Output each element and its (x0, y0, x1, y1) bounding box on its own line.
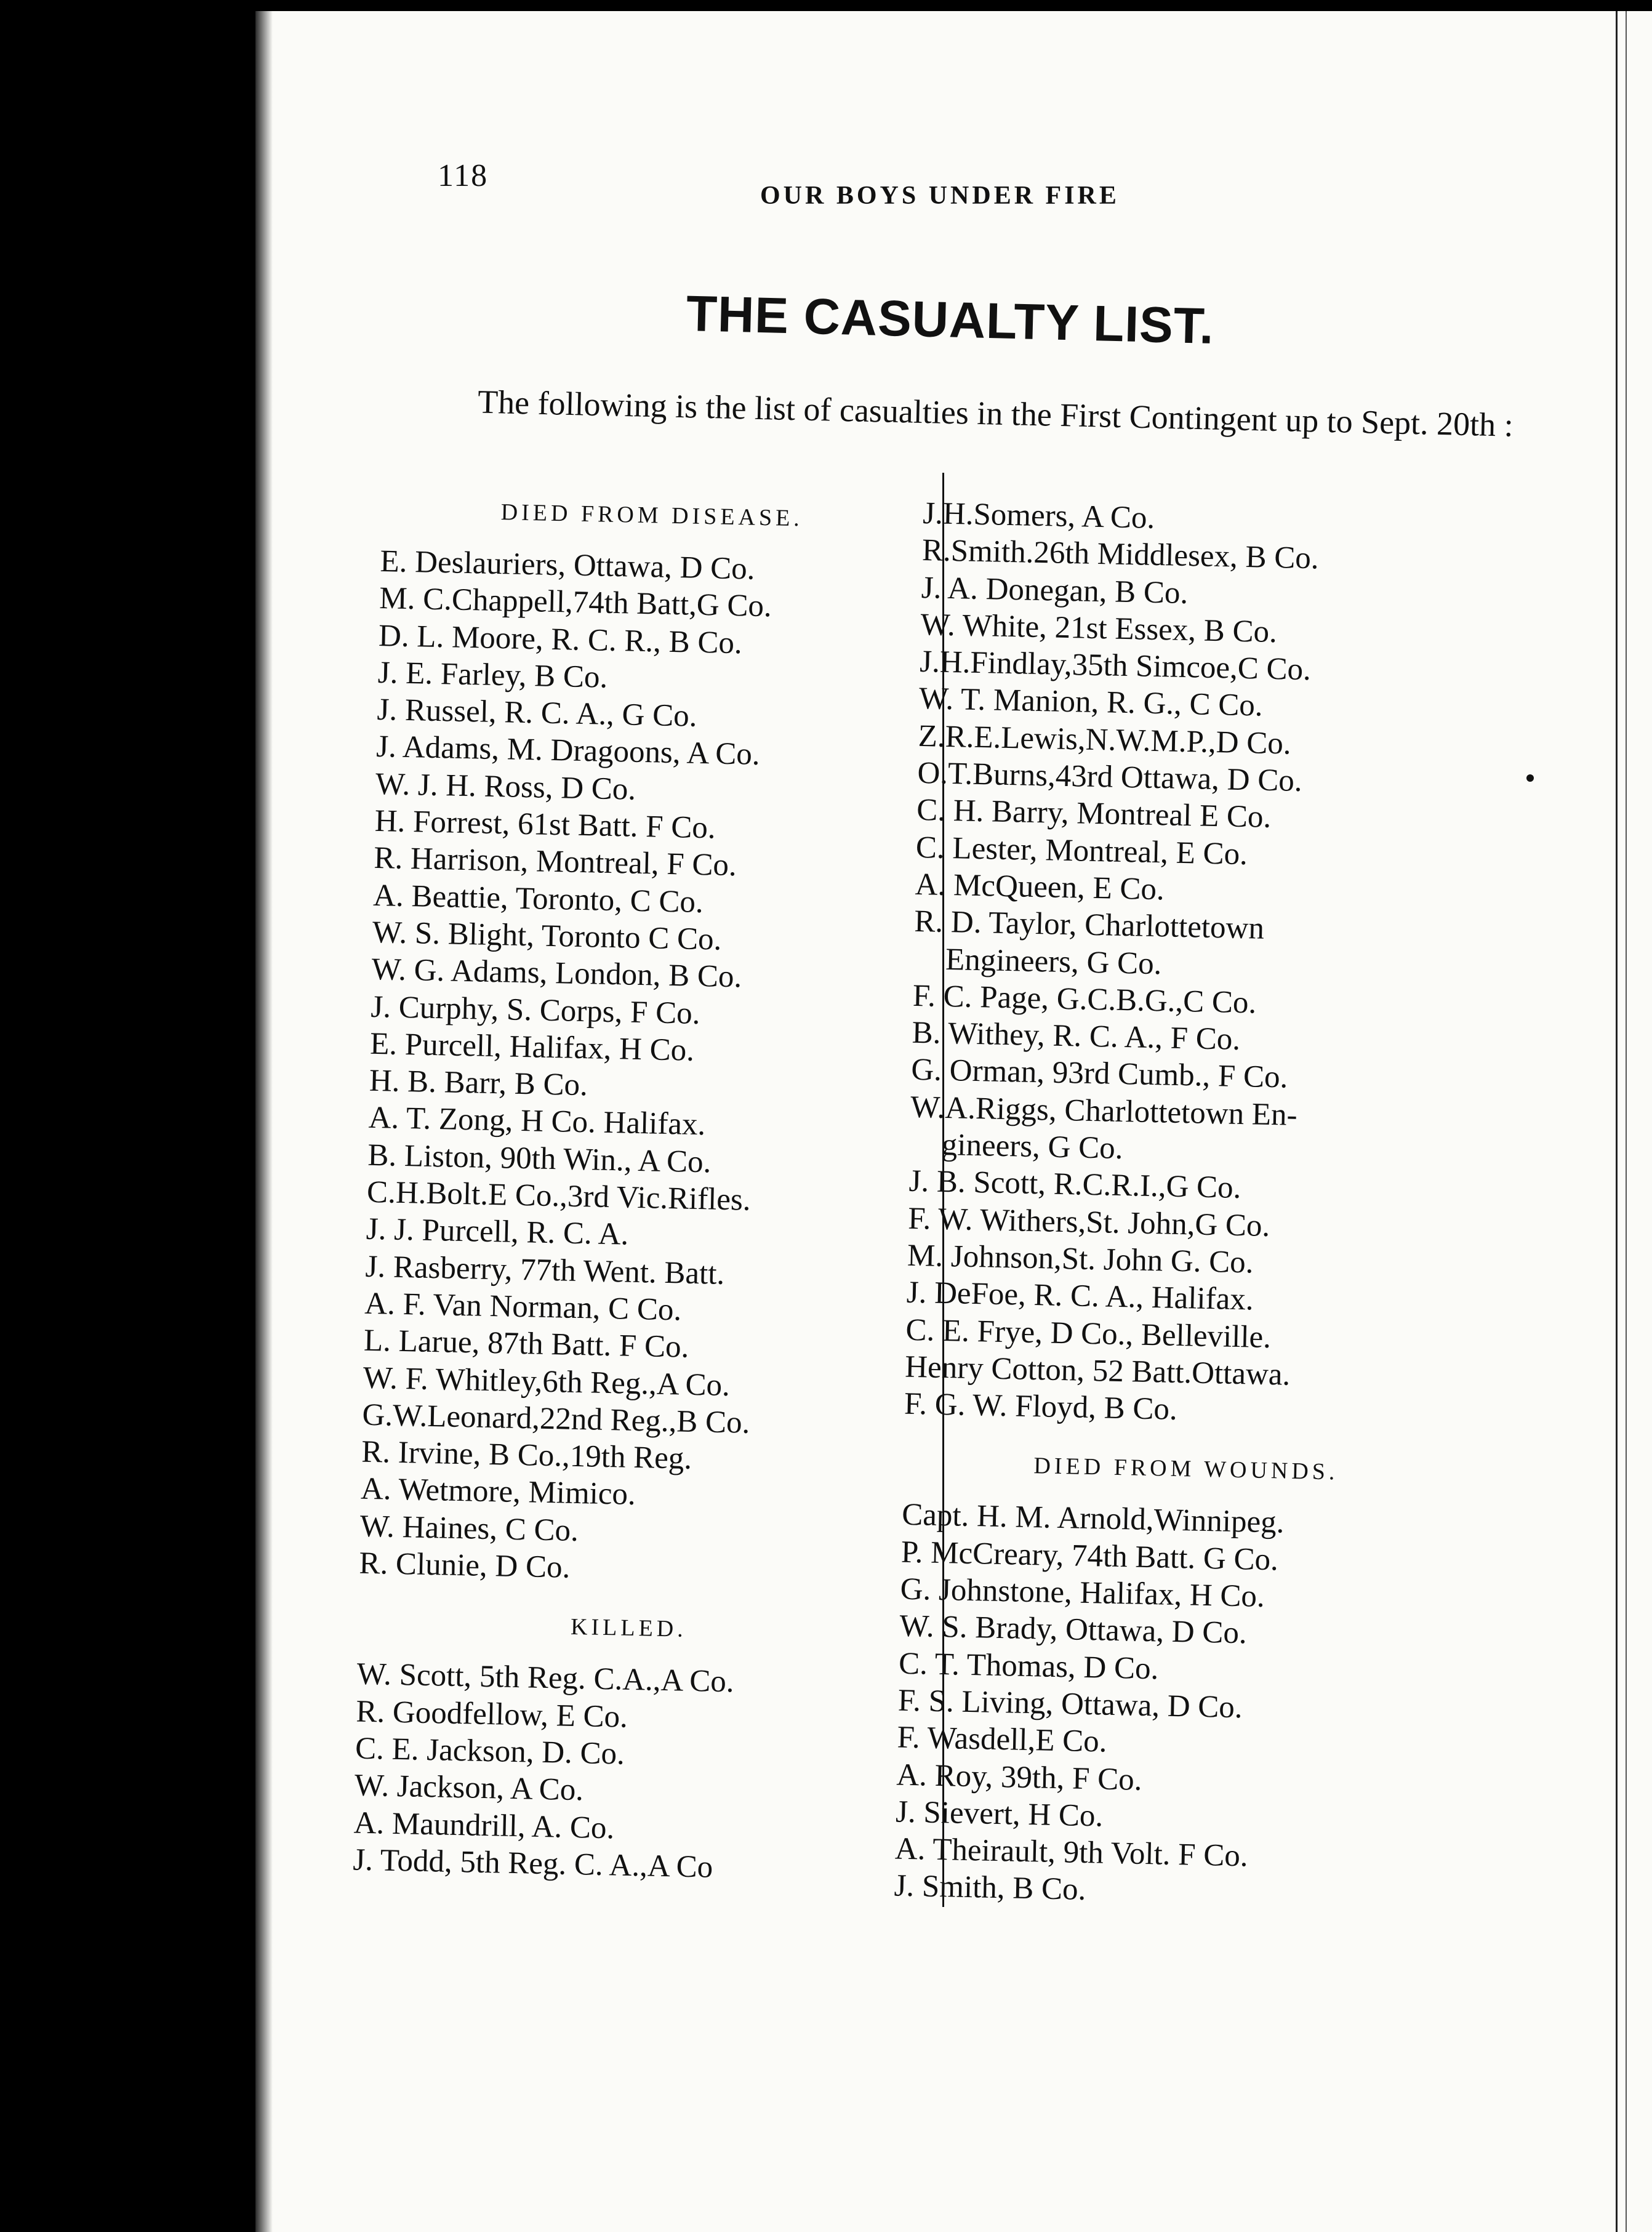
casualty-entry: A. Beattie, Toronto, C Co. (372, 878, 704, 920)
casualty-entry: F. Wasdell,E Co. (897, 1720, 1108, 1759)
casualty-entry: J. A. Donegan, B Co. (921, 570, 1189, 611)
page-number: 118 (438, 158, 489, 193)
scan-border (0, 0, 255, 2232)
casualty-entry: R.Smith.26th Middlesex, B Co. (921, 533, 1320, 576)
casualty-entry: A. Maundrill, A. Co. (353, 1805, 615, 1845)
casualty-entry: R. Irvine, B Co.,19th Reg. (361, 1434, 692, 1477)
casualty-entry: F. W. Withers,St. John,G Co. (907, 1201, 1270, 1243)
casualty-entry: H. B. Barr, B Co. (369, 1063, 588, 1103)
casualty-entry: J.H.Findlay,35th Simcoe,C Co. (919, 644, 1312, 688)
casualty-entry: C. H. Barry, Montreal E Co. (916, 793, 1272, 835)
section-heading: DIED FROM DISEASE. (500, 499, 804, 532)
casualty-entry: E. Purcell, Halifax, H Co. (369, 1026, 695, 1068)
casualty-entry: J. J. Purcell, R. C. A. (366, 1212, 629, 1253)
casualty-entry: W. S. Blight, Toronto C Co. (372, 915, 722, 957)
casualty-section (353, 1604, 900, 1890)
casualty-entry: G. Johnstone, Halifax, H Co. (900, 1572, 1265, 1615)
casualty-entry: R. Goodfellow, E Co. (355, 1694, 628, 1735)
casualty-entry: F. S. Living, Ottawa, D Co. (897, 1683, 1243, 1725)
casualty-entry: J. Russel, R. C. A., G Co. (376, 692, 698, 734)
casualty-section (359, 491, 923, 1593)
casualty-entry: W. F. Whitley,6th Reg.,A Co. (363, 1360, 731, 1403)
ink-speck (1526, 774, 1534, 782)
casualty-entry: W. Scott, 5th Reg. C.A.,A Co. (356, 1656, 735, 1700)
casualty-entry: J. Adams, M. Dragoons, A Co. (375, 729, 761, 773)
casualty-entry: Engineers, G Co. (945, 942, 1162, 981)
casualty-entry: F. C. Page, G.C.B.G.,C Co. (912, 978, 1257, 1021)
casualty-entry: E. Deslauriers, Ottawa, D Co. (380, 544, 756, 587)
casualty-entry: G.W.Leonard,22nd Reg.,B Co. (361, 1397, 750, 1440)
section-heading: DIED FROM WOUNDS. (1033, 1453, 1339, 1485)
casualty-entry: W. G. Adams, London, B Co. (371, 952, 742, 995)
casualty-entry: D. L. Moore, R. C. R., B Co. (378, 618, 743, 660)
page-edge-line-2 (1626, 11, 1627, 2232)
casualty-entry: W. T. Manion, R. G., C Co. (918, 681, 1264, 724)
casualty-entry: C. T. Thomas, D Co. (898, 1646, 1159, 1687)
casualty-entry: H. Forrest, 61st Batt. F Co. (374, 803, 716, 846)
casualty-entry: C. E. Frye, D Co., Belleville. (905, 1312, 1272, 1355)
casualty-entry: M. C.Chappell,74th Batt,G Co. (379, 581, 772, 624)
book-page (255, 11, 1652, 2232)
casualty-entry: L. Larue, 87th Batt. F Co. (363, 1323, 689, 1365)
casualty-entry: W. Haines, C Co. (359, 1509, 579, 1548)
running-head: OUR BOYS UNDER FIRE (760, 182, 1120, 210)
casualty-entry: B. Withey, R. C. A., F Co. (912, 1015, 1241, 1058)
casualty-entry: W.A.Riggs, Charlottetown En- (910, 1090, 1298, 1133)
page-edge-line (1616, 11, 1618, 2232)
casualty-entry: W. S. Brady, Ottawa, D Co. (899, 1608, 1248, 1651)
casualty-entry: W. Jackson, A Co. (354, 1768, 584, 1808)
casualty-entry: J. Smith, B Co. (894, 1868, 1086, 1908)
casualty-entry: R. Harrison, Montreal, F Co. (373, 841, 737, 883)
casualty-entry: J. Sievert, H Co. (895, 1794, 1104, 1834)
casualty-entry: R. Clunie, D Co. (358, 1546, 571, 1585)
casualty-entry: W. White, 21st Essex, B Co. (920, 607, 1278, 649)
section-heading: KILLED. (570, 1614, 688, 1643)
casualty-entry: Henry Cotton, 52 Batt.Ottawa. (904, 1349, 1291, 1392)
casualty-entry: Z.R.E.Lewis,N.W.M.P.,D Co. (918, 718, 1292, 761)
casualty-entry: P. McCreary, 74th Batt. G Co. (900, 1535, 1279, 1578)
casualty-entry: J. DeFoe, R. C. A., Halifax. (906, 1275, 1254, 1317)
casualty-entry: W. J. H. Ross, D Co. (375, 766, 636, 807)
casualty-entry: A. Theirault, 9th Volt. F Co. (894, 1831, 1249, 1874)
casualty-entry: J. E. Farley, B Co. (377, 655, 608, 695)
page-title: THE CASUALTY LIST. (685, 286, 1215, 355)
casualty-entry: F. G. W. Floyd, B Co. (904, 1386, 1178, 1427)
casualty-entry: B. Liston, 90th Win., A Co. (367, 1138, 712, 1180)
casualty-entry: A. Roy, 39th, F Co. (896, 1757, 1143, 1797)
casualty-entry: C. Lester, Montreal, E Co. (915, 830, 1248, 872)
casualty-entry: A. Wetmore, Mimico. (360, 1472, 636, 1512)
casualty-entry: M. Johnson,St. John G. Co. (907, 1238, 1254, 1280)
casualty-entry: J.H.Somers, A Co. (922, 496, 1155, 536)
right-column (894, 495, 1490, 1916)
casualty-entry: C. E. Jackson, D. Co. (355, 1731, 625, 1772)
casualty-entry: A. McQueen, E Co. (915, 867, 1165, 907)
casualty-entry: J. B. Scott, R.C.R.I.,G Co. (908, 1164, 1241, 1206)
casualty-entry: gineers, G Co. (941, 1127, 1124, 1166)
casualty-entry: Capt. H. M. Arnold,Winnipeg. (901, 1498, 1285, 1541)
gutter-shadow (255, 11, 273, 2232)
casualty-entry: A. F. Van Norman, C Co. (364, 1286, 682, 1328)
casualty-section (894, 1445, 1469, 1916)
casualty-entry: R. D. Taylor, Charlottetown (913, 904, 1265, 947)
casualty-entry: A. T. Zong, H Co. Halifax. (368, 1101, 706, 1142)
casualty-entry: J. Curphy, S. Corps, F Co. (370, 989, 701, 1031)
casualty-section (904, 495, 1489, 1434)
casualty-entry: O.T.Burns,43rd Ottawa, D Co. (916, 755, 1303, 799)
casualty-entry: C.H.Bolt.E Co.,3rd Vic.Rifles. (366, 1174, 752, 1218)
casualty-entry: J. Todd, 5th Reg. C. A.,A Co (352, 1842, 713, 1885)
intro-paragraph: The following is the list of casualties in the First Contingent up to Sept. 20th : (477, 383, 1514, 444)
casualty-entry: J. Rasberry, 77th Went. Batt. (365, 1249, 725, 1291)
left-column (353, 491, 923, 1890)
casualty-entry: G. Orman, 93rd Cumb., F Co. (910, 1053, 1288, 1096)
